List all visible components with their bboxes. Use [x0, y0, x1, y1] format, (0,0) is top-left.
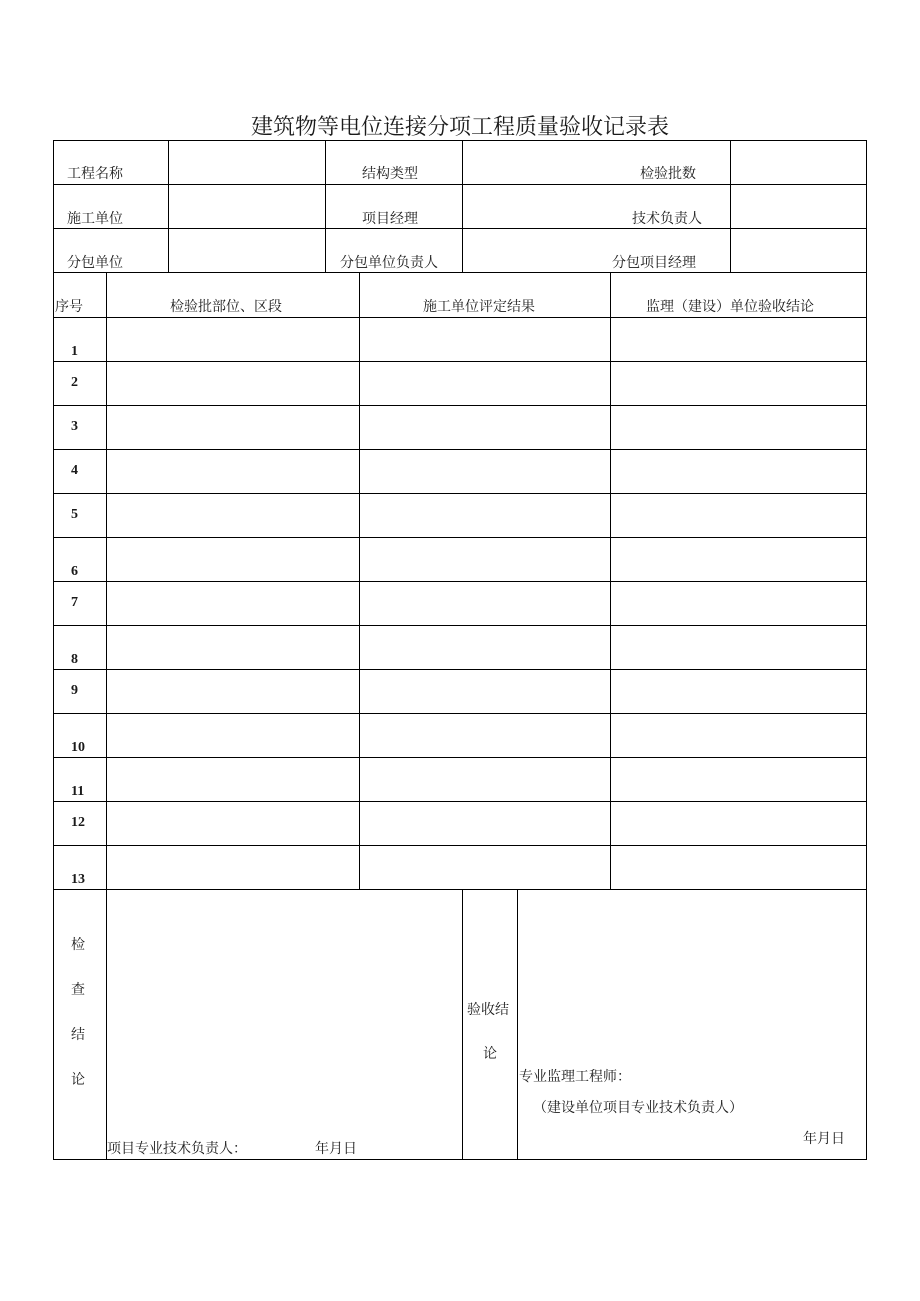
grid-line-h — [53, 228, 867, 229]
grid-line-h — [53, 449, 867, 450]
label-project-manager: 项目经理 — [362, 211, 418, 227]
grid-line-h — [53, 317, 867, 318]
row-number: 10 — [71, 740, 85, 755]
col-no: 序号 — [55, 299, 83, 315]
col-location: 检验批部位、区段 — [170, 299, 282, 315]
tech-signer-label: 项目专业技术负责人： — [107, 1141, 247, 1157]
grid-line-h — [53, 889, 867, 890]
grid-line-h — [53, 272, 867, 273]
row-number: 6 — [71, 564, 78, 579]
label-project-name: 工程名称 — [67, 166, 123, 182]
grid-line-h — [53, 1159, 867, 1160]
label-subcontractor: 分包单位 — [67, 255, 123, 271]
row-number: 13 — [71, 872, 85, 887]
accept-label-line2: 论 — [483, 1046, 497, 1062]
row-number: 3 — [71, 419, 78, 434]
grid-line-h — [53, 669, 867, 670]
grid-line-v — [462, 140, 463, 273]
grid-line-v — [53, 140, 54, 1160]
check-char-2: 查 — [71, 982, 85, 998]
grid-line-v — [610, 272, 611, 890]
check-char-1: 检 — [71, 937, 85, 953]
row-number: 7 — [71, 595, 78, 610]
date-left: 年月日 — [315, 1141, 357, 1157]
grid-line-v — [730, 140, 731, 273]
accept-label-line1: 验收结 — [467, 1002, 509, 1018]
grid-line-h — [53, 140, 867, 141]
check-char-4: 论 — [71, 1072, 85, 1088]
date-right: 年月日 — [803, 1131, 845, 1147]
grid-line-h — [53, 801, 867, 802]
grid-line-h — [53, 757, 867, 758]
grid-line-h — [53, 493, 867, 494]
row-number: 2 — [71, 375, 78, 390]
form-title: 建筑物等电位连接分项工程质量验收记录表 — [250, 115, 669, 140]
row-number: 9 — [71, 683, 78, 698]
row-number: 8 — [71, 652, 78, 667]
row-number: 4 — [71, 463, 78, 478]
grid-line-v — [866, 140, 867, 1160]
grid-line-h — [53, 405, 867, 406]
col-unit-result: 施工单位评定结果 — [423, 299, 535, 315]
label-batch-count: 检验批数 — [640, 166, 696, 182]
check-char-3: 结 — [71, 1027, 85, 1043]
row-number: 1 — [71, 344, 78, 359]
col-supervisor-conclusion: 监理（建设）单位验收结论 — [646, 299, 814, 315]
grid-line-h — [53, 184, 867, 185]
builder-lead-label: （建设单位项目专业技术负责人） — [533, 1100, 743, 1116]
label-tech-lead: 技术负责人 — [632, 211, 702, 227]
grid-line-v — [462, 889, 463, 1160]
grid-line-v — [168, 140, 169, 273]
grid-line-h — [53, 625, 867, 626]
grid-line-v — [106, 889, 107, 1160]
row-number: 12 — [71, 815, 85, 830]
grid-line-h — [53, 361, 867, 362]
label-subcontractor-lead: 分包单位负责人 — [340, 255, 438, 271]
row-number: 5 — [71, 507, 78, 522]
grid-line-h — [53, 713, 867, 714]
grid-line-v — [359, 272, 360, 890]
grid-line-v — [106, 272, 107, 890]
row-number: 11 — [71, 784, 85, 799]
grid-line-h — [53, 581, 867, 582]
label-sub-project-manager: 分包项目经理 — [612, 255, 696, 271]
label-construction-unit: 施工单位 — [67, 211, 123, 227]
grid-line-h — [53, 845, 867, 846]
label-structure-type: 结构类型 — [362, 166, 418, 182]
grid-line-h — [53, 537, 867, 538]
grid-line-v — [517, 889, 518, 1160]
grid-line-v — [325, 140, 326, 273]
supervisor-engineer-label: 专业监理工程师： — [519, 1069, 631, 1085]
